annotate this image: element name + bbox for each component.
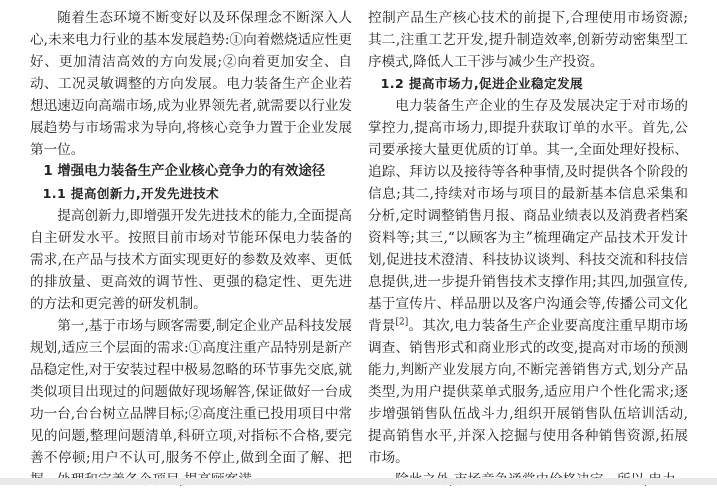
paragraph-1-2-a-text: 电力装备生产企业的生存及发展决定于对市场的掌控力,提高市场力,即提升获取订单的水平。首先,公司要承接大量更优质的订单。其一,全面处理好投标、追踪、拜访以及接待等各种事情,及时提供各个阶段的信息;其二,持续对市场与项目的最新基本信息采集和分析,定时调整销售月报、商品业绩表以及消费者档案资料等;其三,“以顾客为主”梳理确定产品技术开发计划,促进技术澄清、科技协议谈判、科技交流和科技信息提供,进一步提升销售技术支撑作用;其四,加强宣传,基于宣传片、样品册以及客户沟通会等,传播公司文化背景 bbox=[368, 98, 688, 334]
subsection-heading-1-2: 1.2 提高市场力,促进企业稳定发展 bbox=[380, 76, 583, 91]
intro-paragraph: 随着生态环境不断变好以及环保理念不断深入人心,未来电力行业的基本发展趋势:①向着燃烧适应性更好、更加清洁高效的方向发展;②向着更加安全、自动、工况灵敏调整的方向发展。电力装备生产企业若想迅速迈向高端市场,成为业界领先者,就需要以行业发展趋势与市场需求为导向,将核心竞争力置于企业发展第一位。 bbox=[30, 10, 352, 158]
subsection-heading-1-1: 1.1 提高创新力,开发先进技术 bbox=[42, 186, 220, 201]
continued-paragraph: 控制产品生产核心技术的前提下,合理使用市场资源;其二,注重工艺开发,提升制造效率,创新劳动密集型工序模式,降低人工干涉与减少生产投资。 bbox=[368, 10, 688, 70]
paragraph-1-1-a: 提高创新力,即增强开发先进技术的能力,全面提高自主研发水平。按照目前市场对节能环保电力装备的需求,在产品与技术方面实现更好的参数及效率、更低的排放量、更高效的调节性、更强的稳定性、更先进的方法和更完善的研发机制。 bbox=[30, 208, 352, 312]
section-heading-1: 1 增强电力装备生产企业核心竞争力的有效途径 bbox=[43, 164, 326, 179]
citation-marker: [2] bbox=[395, 317, 409, 328]
left-column bbox=[30, 7, 352, 491]
paragraph-1-1-b: 第一,基于市场与顾客需要,制定企业产品科技发展规划,适应三个层面的需求:①高度注重产品特别是新产品稳定性,对于安装过程中极易忽略的环节事先交底,就类似项目出现过的问题做好现场解答,保证做好一台成功一台,台台树立品牌目标;②高度注重已投用项目中常见的问题,整理问题清单,科研立项,对指标不合格,要完善不停顿;用户不认可,服务不停止,做到全面了解、把 bbox=[30, 318, 352, 466]
right-column bbox=[368, 7, 688, 491]
page-bottom-strip bbox=[0, 478, 717, 485]
paragraph-1-2-a-tail: 。其次,电力装备生产企业要高度注重早期市场调查、销售形式和商业形式的改变,提高对市场的预测能力,判断产业发展方向,不断完善销售方式,划分产品类型,为用户提供菜单式服务,适应用户个性化需求;逐步增强销售队伍战斗力,组织开展销售队伍培训活动,提高销售水平,并深入挖掘与使用各种销售资源,拓展市场。 bbox=[368, 318, 688, 466]
paragraph-1-2-a bbox=[368, 95, 688, 469]
